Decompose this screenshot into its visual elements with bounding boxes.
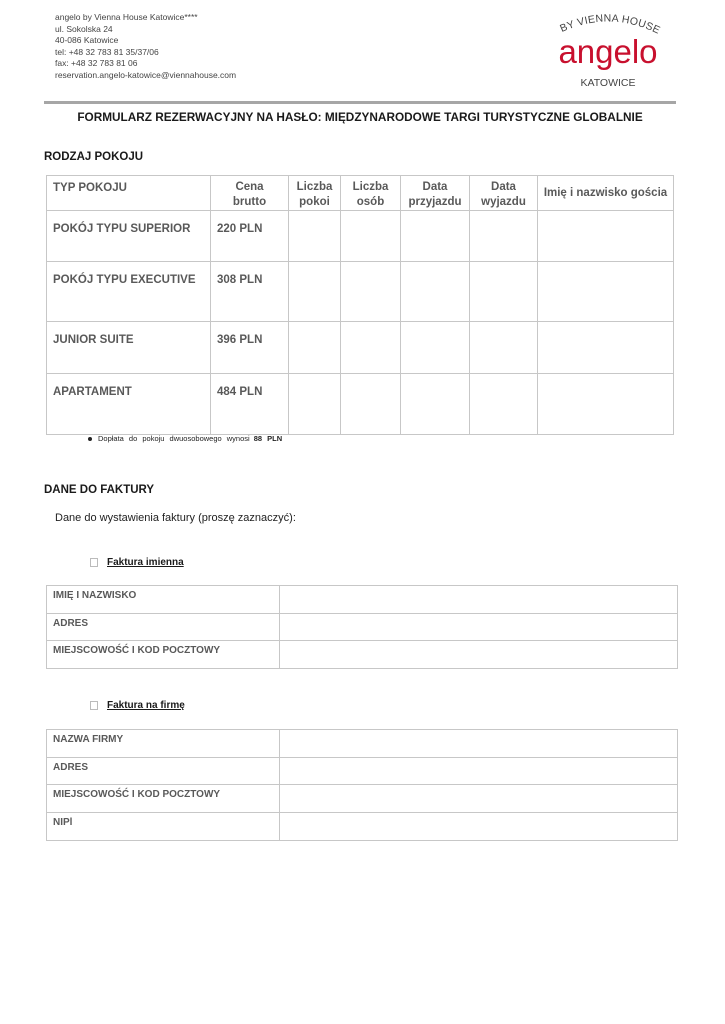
departure-date-input[interactable] xyxy=(470,374,538,435)
table-row xyxy=(47,730,678,758)
address-line: 40-086 Katowice xyxy=(55,35,119,46)
company-name-input[interactable] xyxy=(280,730,678,758)
departure-date-input[interactable] xyxy=(470,211,538,262)
table-row xyxy=(47,813,678,841)
room-type-cell: POKÓJ TYPU EXECUTIVE xyxy=(47,262,211,322)
address-input[interactable] xyxy=(280,614,678,641)
arrival-date-input[interactable] xyxy=(401,322,470,374)
personal-invoice-label: Faktura imienna xyxy=(107,557,184,568)
bullet-icon xyxy=(88,437,92,441)
note-text: Dopłata do pokoju dwuosobowego wynosi xyxy=(98,434,250,443)
address-line: angelo by Vienna House Katowice**** xyxy=(55,12,198,22)
table-row xyxy=(47,322,674,374)
logo-brand: angelo xyxy=(558,33,658,70)
col-header-departure: Data wyjazdu xyxy=(470,176,538,211)
guest-name-input[interactable] xyxy=(538,322,674,374)
city-postcode-input[interactable] xyxy=(280,641,678,669)
table-row xyxy=(47,785,678,813)
room-price-cell: 484 PLN xyxy=(211,374,289,435)
room-price-cell: 396 PLN xyxy=(211,322,289,374)
guest-name-input[interactable] xyxy=(538,262,674,322)
table-row xyxy=(47,641,678,669)
guest-name-input[interactable] xyxy=(538,211,674,262)
company-invoice-table xyxy=(46,729,678,841)
persons-input[interactable] xyxy=(341,322,401,374)
table-row xyxy=(47,614,678,641)
table-row xyxy=(47,758,678,785)
arrival-date-input[interactable] xyxy=(401,211,470,262)
page-title: FORMULARZ REZERWACYJNY NA HASŁO: MIĘDZYNARODOWE TARGI TURYSTYCZNE GLOBALNIE xyxy=(77,110,643,124)
room-price-cell: 308 PLN xyxy=(211,262,289,322)
rooms-count-input[interactable] xyxy=(289,374,341,435)
double-room-surcharge-note xyxy=(88,434,282,443)
col-header-persons: Liczba osób xyxy=(341,176,401,211)
arrival-date-input[interactable] xyxy=(401,262,470,322)
address-line: fax: +48 32 783 81 06 xyxy=(55,58,138,69)
table-row xyxy=(47,211,674,262)
departure-date-input[interactable] xyxy=(470,262,538,322)
table-row xyxy=(47,586,678,614)
personal-invoice-table xyxy=(46,585,678,669)
invoice-intro: Dane do wystawienia faktury (proszę zaznaczyć): xyxy=(55,512,296,524)
logo-city: KATOWICE xyxy=(580,77,636,89)
persons-input[interactable] xyxy=(341,211,401,262)
invoice-heading: DANE DO FAKTURY xyxy=(44,484,155,496)
rooms-heading: RODZAJ POKOJU xyxy=(44,151,144,163)
company-invoice-label: Faktura na firmę xyxy=(107,700,185,711)
field-label: MIEJSCOWOŚĆ I KOD POCZTOWY xyxy=(47,785,280,813)
rooms-table xyxy=(46,175,674,435)
address-line: reservation.angelo-katowice@viennahouse.com xyxy=(55,69,237,80)
guest-name-input[interactable] xyxy=(538,374,674,435)
field-label: NIPl xyxy=(47,813,280,841)
header-divider xyxy=(44,101,676,104)
logo-tagline: BY VIENNA HOUSE xyxy=(558,12,663,37)
room-type-cell: POKÓJ TYPU SUPERIOR xyxy=(47,211,211,262)
field-label: ADRES xyxy=(47,614,280,641)
room-price-cell: 220 PLN xyxy=(211,211,289,262)
nip-input[interactable] xyxy=(280,813,678,841)
rooms-count-input[interactable] xyxy=(289,262,341,322)
note-amount: 88 PLN xyxy=(253,434,283,443)
arrival-date-input[interactable] xyxy=(401,374,470,435)
field-label: NAZWA FIRMY xyxy=(47,730,280,758)
angelo-logo xyxy=(548,10,673,92)
persons-input[interactable] xyxy=(341,262,401,322)
field-label: MIEJSCOWOŚĆ I KOD POCZTOWY xyxy=(47,641,280,669)
rooms-count-input[interactable] xyxy=(289,211,341,262)
field-label: ADRES xyxy=(47,758,280,785)
checkbox-icon[interactable] xyxy=(90,701,98,710)
rooms-count-input[interactable] xyxy=(289,322,341,374)
col-header-type: TYP POKOJU xyxy=(47,176,211,211)
personal-invoice-option[interactable] xyxy=(90,557,184,568)
room-type-cell: JUNIOR SUITE xyxy=(47,322,211,374)
company-invoice-option[interactable] xyxy=(90,700,185,711)
address-line: ul. Sokolska 24 xyxy=(55,23,113,34)
persons-input[interactable] xyxy=(341,374,401,435)
field-label: IMIĘ I NAZWISKO xyxy=(47,586,280,614)
col-header-guest: Imię i nazwisko gościa xyxy=(538,176,674,211)
address-line: tel: +48 32 783 81 35/37/06 xyxy=(55,46,159,57)
table-row xyxy=(47,374,674,435)
table-header-row xyxy=(47,176,674,211)
company-city-postcode-input[interactable] xyxy=(280,785,678,813)
hotel-address xyxy=(55,12,236,82)
table-row xyxy=(47,262,674,322)
col-header-rooms-count: Liczba pokoi xyxy=(289,176,341,211)
checkbox-icon[interactable] xyxy=(90,558,98,567)
room-type-cell: APARTAMENT xyxy=(47,374,211,435)
col-header-price: Cena brutto xyxy=(211,176,289,211)
departure-date-input[interactable] xyxy=(470,322,538,374)
col-header-arrival: Data przyjazdu xyxy=(401,176,470,211)
company-address-input[interactable] xyxy=(280,758,678,785)
name-input[interactable] xyxy=(280,586,678,614)
